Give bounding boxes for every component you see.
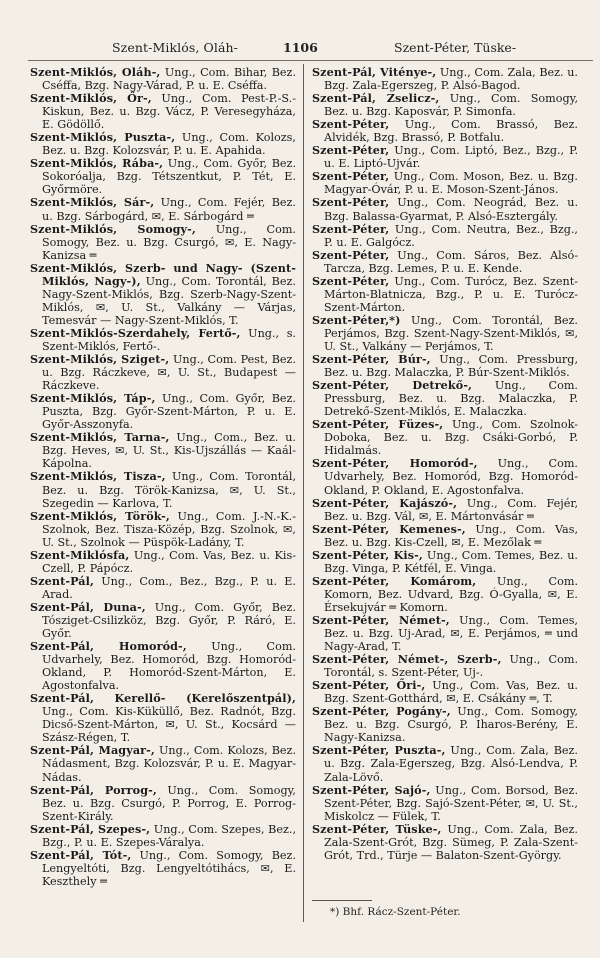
gazetteer-entry: [312, 679, 578, 705]
column-divider: [303, 64, 304, 922]
entry-description: Ung., Com., Bez., Bzg., P. u. E. Arad.: [42, 574, 296, 601]
entry-headword: Szent-Péter,: [312, 117, 390, 132]
entry-description: Ung., Com. Pressburg, Bez. u. Bzg. Malaczka, P. Búr-Szent-Miklós.: [324, 353, 579, 380]
footnote-rule: [312, 900, 372, 901]
header-rule: [28, 60, 593, 61]
entry-description: Ung., Com. Liptó, Bez., Bzg., P. u. E. Liptó-Ujvár.: [324, 144, 578, 171]
entry-headword: Szent-Miklós, Tarna-,: [30, 430, 170, 445]
entry-headword: Szent-Pál, Magyar-,: [30, 743, 155, 758]
entry-headword: Szent-Miklós, Őr-,: [30, 91, 152, 106]
entry-description: Ung., Com. Zala, Bez. u. Bzg. Zala-Egerszeg, P. Alsó-Bagod.: [324, 66, 578, 93]
entry-description: Ung., Com. Turócz, Bez. Szent-Márton-Blatnicza, Bzg., P. u. E. Turócz-Szent-Márton.: [324, 274, 578, 314]
entry-description: Ung., Com. Somogy, Bez. Lengyeltóti, Bzg. Lengyeltótihács, ✉, E. Keszthely ═: [42, 848, 296, 888]
entry-headword: Szent-Péter, Füzes-,: [312, 417, 444, 432]
entry-description: Ung., Com. Somogy, Bez. u. Bzg. Kaposvár, P. Simonfa.: [324, 92, 578, 119]
entry-description: Ung., Com. Vas, Bez. u. Bzg. Kis-Czell, ✉, E. Mezőlak ═: [324, 522, 579, 549]
page-number: 1106: [283, 40, 318, 55]
entry-headword: Szent-Péter,: [312, 143, 390, 158]
entry-description: Ung., Com. Torontál, s. Szent-Péter, Uj-.: [324, 653, 578, 680]
left-column: [30, 66, 296, 888]
gazetteer-entry: [30, 92, 296, 131]
gazetteer-entry: [312, 92, 578, 118]
gazetteer-entry: [30, 549, 296, 575]
entry-description: Ung., Com. Borsod, Bez. Szent-Péter, Bzg. Sajó-Szent-Péter, ✉, U. St., Miskolcz — Fülek, T.: [324, 783, 578, 823]
entry-description: Ung., Com. Győr, Bez. Tósziget-Csilizköz, Bzg. Győr, P. Ráró, E. Győr.: [42, 600, 296, 641]
entry-description: Ung., Com. Torontál, Bez. u. Bzg. Török-Kanizsa, ✉, U. St., Szegedin — Karlova, T.: [42, 470, 296, 510]
gazetteer-entry: [30, 823, 296, 849]
entry-headword: Szent-Miklós, Táp-,: [30, 391, 156, 406]
entry-headword: Szent-Péter,: [312, 169, 390, 184]
gazetteer-entry: [312, 118, 578, 144]
entry-description: Ung., Com. Somogy, Bez. u. Bzg. Csurgó, P. Iharos-Berény, E. Nagy-Kanizsa.: [324, 705, 578, 745]
entry-headword: Szent-Péter, Német-, Szerb-,: [312, 652, 502, 667]
entry-description: Ung., Com. Kolozs, Bez. Nádasment, Bzg. Kolozsvár, P. u. E. Magyar-Nádas.: [42, 744, 297, 784]
gazetteer-entry: [312, 66, 578, 92]
gazetteer-entry: [30, 262, 296, 327]
gazetteer-entry: [30, 131, 296, 157]
entry-description: Ung., Com. Udvarhely, Bez. Homoród, Bzg. Homoród-Okland, P. Okland, E. Agostonfalva.: [324, 457, 578, 497]
gazetteer-entry: [30, 66, 296, 92]
gazetteer-entry: [30, 196, 296, 222]
entry-headword: Szent-Péter,: [312, 273, 390, 288]
entry-description: Ung., Com. Moson, Bez. u. Bzg. Magyar-Óvár, P. u. E. Moson-Szent-János.: [324, 170, 578, 197]
entry-description: Ung., Com. Pest-P.-S.-Kiskun, Bez. u. Bzg. Vácz, P. Veresegyháza, E. Gödöllő.: [42, 92, 296, 132]
entry-description: Ung., Com. Temes, Bez. u. Bzg. Uj-Arad, ✉, E. Perjámos, ═ und Nagy-Arad, T.: [324, 613, 578, 654]
entry-description: Ung., Com., Bez. u. Bzg. Heves, ✉, U. St., Kis-Ujszállás — Kaál-Kápolna.: [42, 431, 296, 471]
entry-headword: Szent-Pál, Kerellő- (Kerelőszentpál),: [30, 691, 296, 706]
footnote: *) Bhf. Rácz-Szent-Péter.: [330, 906, 461, 918]
gazetteer-entry: [30, 744, 296, 783]
gazetteer-entry: [312, 705, 578, 744]
gazetteer-entry: [312, 249, 578, 275]
entry-headword: Szent-Péter, Homoród-,: [312, 456, 478, 471]
entry-headword: Szent-Pál, Szepes-,: [30, 821, 151, 836]
gazetteer-entry: [30, 327, 296, 353]
page-header: [0, 0, 600, 66]
entry-headword: Szent-Miklós, Szerb- und Nagy- (Szent-Miklós, Nagy-),: [30, 260, 296, 288]
gazetteer-entry: [30, 575, 296, 601]
entry-description: Ung., Com. Udvarhely, Bez. Homoród, Bzg. Homoród-Okland, P. Homoród-Szent-Márton, E. Agostonfalva.: [42, 640, 297, 693]
entry-description: Ung., Com. Pressburg, Bez. u. Bzg. Malaczka, P. Detrekő-Szent-Miklós, E. Malaczka.: [324, 379, 578, 419]
gazetteer-entry: [30, 510, 296, 549]
gazetteer-entry: [30, 601, 296, 640]
entry-description: Ung., Com. Kolozs, Bez. u. Bzg. Kolozsvár, P. u. E. Apahida.: [42, 131, 296, 158]
gazetteer-entry: [312, 223, 578, 249]
gazetteer-entry: [312, 418, 578, 457]
entry-headword: Szent-Péter,: [312, 195, 390, 210]
entry-description: Ung., Com. Torontál, Bez. Perjámos, Bzg. Szent-Nagy-Szent-Miklós, ✉, U. St., Valkány — Perjámos, T.: [324, 313, 578, 353]
entry-headword: Szent-Péter, Pogány-,: [312, 704, 451, 719]
entry-description: Ung., Com. Somogy, Bez. u. Bzg. Csurgó, P. Porrog, E. Porrog-Szent-Király.: [42, 783, 296, 823]
entry-description: Ung., Com. Győr, Bez. Sokoróalja, Bzg. Tétszentkut, P. Tét, E. Győrmöre.: [42, 157, 296, 197]
entry-headword: Szent-Miklós, Rába-,: [30, 156, 164, 171]
header-right-term: Szent-Péter, Tüske-: [394, 40, 517, 55]
gazetteer-entry: [312, 497, 578, 523]
gazetteer-entry: [312, 170, 578, 196]
entry-headword: Szent-Péter,: [312, 247, 390, 262]
entry-description: Ung., Com. Zala, Bez. u. Bzg. Zala-Egerszeg, Bzg. Alsó-Lendva, P. Zala-Lövő.: [324, 744, 578, 784]
gazetteer-entry: [30, 157, 296, 196]
gazetteer-entry: [312, 379, 578, 418]
gazetteer-entry: [30, 849, 296, 888]
gazetteer-entry: [312, 744, 578, 783]
entry-headword: Szent-Miklós, Puszta-,: [30, 130, 176, 145]
gazetteer-entry: [30, 640, 296, 692]
gazetteer-entry: [312, 653, 578, 679]
entry-headword: Szent-Pál, Zselicz-,: [312, 91, 440, 106]
gazetteer-entry: [30, 431, 296, 470]
entry-headword: Szent-Miklós, Török-,: [30, 508, 170, 523]
entry-description: Ung., Com. Győr, Bez. Puszta, Bzg. Győr-Szent-Márton, P. u. E. Győr-Asszonyfa.: [42, 392, 296, 432]
entry-headword: Szent-Péter,*): [312, 312, 401, 327]
entry-headword: Szent-Péter, Német-,: [312, 612, 450, 627]
entry-description: Ung., Com. Brassó, Bez. Alvidék, Bzg. Brassó, P. Botfalu.: [324, 118, 578, 145]
entry-headword: Szent-Pál,: [30, 573, 95, 588]
gazetteer-entry: [30, 784, 296, 823]
entry-headword: Szent-Pál, Viténye-,: [312, 65, 437, 79]
gazetteer-entry: [312, 144, 578, 170]
gazetteer-entry: [312, 614, 578, 653]
entry-headword: Szent-Péter, Őri-,: [312, 678, 426, 693]
entry-description: Ung., Com. Temes, Bez. u. Bzg. Vinga, P. Kétfél, E. Vinga.: [324, 548, 578, 575]
entry-description: Ung., Com. Komorn, Bez. Udvard, Bzg. Ó-Gyalla, ✉, E. Érsekujvár ═ Komorn.: [324, 574, 578, 614]
entry-description: Ung., Com. Neográd, Bez. u. Bzg. Balassa-Gyarmat, P. Alsó-Esztergály.: [324, 196, 578, 223]
entry-description: Ung., Com. Pest, Bez. u. Bzg. Ráczkeve, ✉, U. St., Budapest — Ráczkeve.: [42, 353, 296, 393]
entry-description: Ung., Com. Szolnok-Doboka, Bez. u. Bzg. Csáki-Gorbó, P. Hidalmás.: [324, 418, 578, 458]
entry-headword: Szent-Miklós, Tisza-,: [30, 469, 166, 484]
entry-description: Ung., Com. Zala, Bez. Zala-Szent-Grót, Bzg. Sümeg, P. Zala-Szent-Grót, Trd., Türje — Balaton-Szent-György.: [324, 822, 578, 862]
gazetteer-entry: [312, 523, 578, 549]
entry-description: Ung., s. Szent-Miklós, Fertő-.: [42, 326, 296, 353]
gazetteer-entry: [30, 692, 296, 744]
entry-headword: Szent-Miklósfa,: [30, 547, 130, 562]
entry-headword: Szent-Péter, Sajó-,: [312, 782, 431, 797]
entry-headword: Szent-Péter, Komárom,: [312, 573, 477, 588]
entry-description: Ung., Com. Vas, Bez. u. Bzg. Szent-Gotthárd, ✉, E. Csákány ═, T.: [324, 679, 578, 706]
right-column: [312, 66, 578, 862]
gazetteer-entry: [312, 575, 578, 614]
gazetteer-entry: [30, 223, 296, 262]
entry-headword: Szent-Pál, Duna-,: [30, 599, 146, 614]
entry-description: Ung., Com. Somogy, Bez. u. Bzg. Csurgó, ✉, E. Nagy-Kanizsa ═: [42, 222, 296, 262]
entry-headword: Szent-Miklós, Sár-,: [30, 195, 155, 210]
header-left-term: Szent-Miklós, Oláh-: [112, 40, 238, 55]
entry-description: Ung., Com. Sáros, Bez. Alsó-Tarcza, Bzg. Lemes, P. u. E. Kende.: [324, 248, 578, 275]
entry-description: Ung., Com. Fejér, Bez. u. Bzg. Sárbogárd, ✉, E. Sárbogárd ═: [42, 196, 296, 223]
entry-headword: Szent-Péter, Tüske-,: [312, 821, 442, 836]
entry-headword: Szent-Péter, Kajászó-,: [312, 495, 458, 510]
entry-description: Ung., Com. Kis-Küküllő, Bez. Radnót, Bzg. Dicső-Szent-Márton, ✉, U. St., Kocsárd — Szász-Régen, T.: [42, 705, 296, 745]
entry-headword: Szent-Pál, Homoród-,: [30, 639, 187, 654]
gazetteer-entry: [312, 275, 578, 314]
gazetteer-entry: [312, 353, 578, 379]
entry-headword: Szent-Miklós-Szerdahely, Fertő-,: [30, 325, 241, 340]
entry-headword: Szent-Miklós, Oláh-,: [30, 65, 161, 79]
entry-headword: Szent-Péter, Detrekő-,: [312, 378, 473, 393]
entry-description: Ung., Com. Bihar, Bez. Cséffa, Bzg. Nagy-Várad, P. u. E. Cséffa.: [42, 66, 296, 93]
entry-headword: Szent-Miklós, Sziget-,: [30, 352, 170, 367]
gazetteer-entry: [312, 549, 578, 575]
gazetteer-entry: [30, 353, 296, 392]
entry-description: Ung., Com. Torontál, Bez. Nagy-Szent-Miklós, Bzg. Szerb-Nagy-Szent-Miklós, ✉, U. St., Valkány — Várjas, Temesvár — Nagy-Szent-Miklós, T.: [42, 274, 296, 327]
entry-description: Ung., Com. Neutra, Bez., Bzg., P. u. E. Galgócz.: [324, 222, 578, 249]
entry-headword: Szent-Péter, Búr-,: [312, 352, 431, 367]
entry-description: Ung., Com. Fejér, Bez. u. Bzg. Vál, ✉, E. Mártonvásár ═: [324, 496, 578, 523]
gazetteer-entry: [30, 392, 296, 431]
entry-description: Ung., Com. Szepes, Bez., Bzg., P. u. E. Szepes-Váralya.: [42, 822, 297, 849]
entry-headword: Szent-Miklós, Somogy-,: [30, 221, 196, 236]
entry-description: Ung., Com. J.-N.-K.-Szolnok, Bez. Tisza-Közép, Bzg. Szolnok, ✉, U. St., Szolnok — Püspök-Ladány, T.: [42, 509, 297, 549]
entry-headword: Szent-Péter, Kemenes-,: [312, 521, 466, 536]
entry-headword: Szent-Péter, Puszta-,: [312, 743, 446, 758]
gazetteer-entry: [312, 784, 578, 823]
gazetteer-entry: [312, 823, 578, 862]
entry-headword: Szent-Pál, Tót-,: [30, 847, 132, 862]
gazetteer-entry: [312, 314, 578, 353]
entry-headword: Szent-Péter, Kis-,: [312, 547, 423, 562]
gazetteer-entry: [30, 470, 296, 509]
gazetteer-entry: [312, 196, 578, 222]
entry-headword: Szent-Pál, Porrog-,: [30, 782, 157, 797]
gazetteer-entry: [312, 457, 578, 496]
entry-description: Ung., Com. Vas, Bez. u. Kis-Czell, P. Pápócz.: [42, 548, 296, 575]
entry-headword: Szent-Péter,: [312, 221, 390, 236]
